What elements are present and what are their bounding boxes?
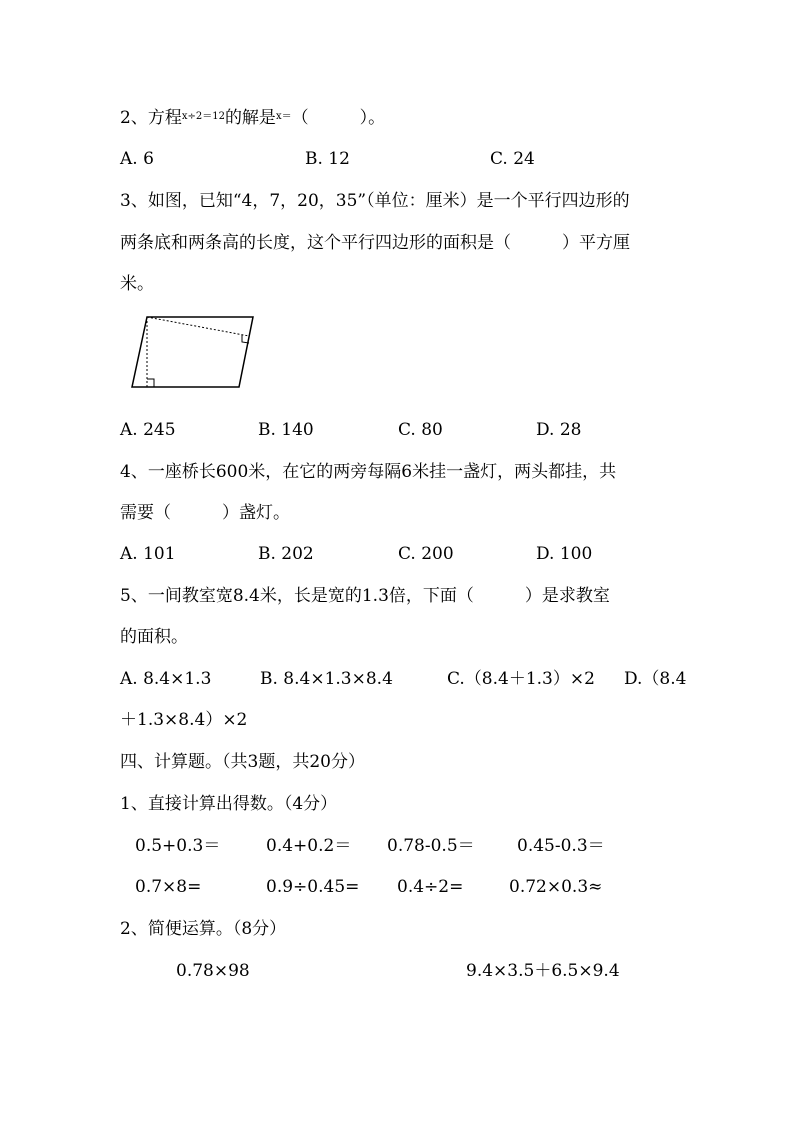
q2-var: x＝ [275, 111, 292, 122]
calc1-item-5: 0.7×8= [135, 877, 202, 897]
q5-option-d: D.（8.4 [624, 669, 687, 689]
q2-blank: （ ）。 [291, 108, 386, 128]
calc1-item-3: 0.78-0.5＝ [387, 836, 475, 856]
q3-option-c: C. 80 [398, 420, 443, 440]
q5-option-a: A. 8.4×1.3 [120, 669, 212, 689]
q5-line1: 5、一间教室宽8.4米，长是宽的1.3倍，下面（ ）是求教室 [120, 586, 610, 606]
q5-option-c: C.（8.4＋1.3）×2 [447, 669, 595, 689]
calc2-item-1: 0.78×98 [176, 961, 250, 981]
height-line-diagonal [147, 317, 249, 336]
q2-option-a: A. 6 [120, 149, 154, 169]
parallelogram-figure [128, 312, 258, 392]
q2-option-c: C. 24 [490, 149, 535, 169]
q4-option-d: D. 100 [536, 544, 593, 564]
q2-middle: 的解是 [224, 108, 276, 128]
q3-option-a: A. 245 [120, 420, 176, 440]
calc1-item-4: 0.45-0.3＝ [517, 836, 605, 856]
q5-option-b: B. 8.4×1.3×8.4 [260, 669, 393, 689]
q3-line1: 3、如图，已知“4，7，20，35”（单位：厘米）是一个平行四边形的 [120, 191, 630, 211]
calc1-item-8: 0.72×0.3≈ [509, 877, 603, 897]
q5-line2: 的面积。 [120, 627, 188, 647]
calc2-item-2: 9.4×3.5＋6.5×9.4 [466, 961, 620, 981]
q4-line2: 需要（ ）盏灯。 [120, 503, 290, 523]
calc1-title: 1、直接计算出得数。（4分） [120, 794, 338, 814]
q4-option-a: A. 101 [120, 544, 176, 564]
q3-option-d: D. 28 [536, 420, 582, 440]
q2-option-b: B. 12 [305, 149, 350, 169]
q2-equation: x÷2＝12 [181, 111, 225, 122]
parallelogram-outline [132, 317, 253, 387]
q2-prefix: 2、方程 [120, 108, 182, 128]
calc1-item-6: 0.9÷0.45= [266, 877, 360, 897]
q4-line1: 4、一座桥长600米，在它的两旁每隔6米挂一盏灯，两头都挂，共 [120, 462, 617, 482]
q4-option-b: B. 202 [258, 544, 314, 564]
q5-option-d-continued: ＋1.3×8.4）×2 [120, 710, 248, 730]
calc1-item-7: 0.4÷2= [397, 877, 464, 897]
q2-stem [120, 106, 385, 129]
q3-line2: 两条底和两条高的长度，这个平行四边形的面积是（ ）平方厘 [120, 233, 630, 253]
calc1-item-1: 0.5+0.3＝ [135, 836, 221, 856]
section4-title: 四、计算题。（共3题，共20分） [120, 752, 365, 772]
calc2-title: 2、简便运算。（8分） [120, 919, 287, 939]
q3-option-b: B. 140 [258, 420, 314, 440]
q4-option-c: C. 200 [398, 544, 454, 564]
q3-line3: 米。 [120, 274, 154, 294]
calc1-item-2: 0.4+0.2＝ [266, 836, 352, 856]
right-angle-mark-bottom [147, 379, 154, 387]
